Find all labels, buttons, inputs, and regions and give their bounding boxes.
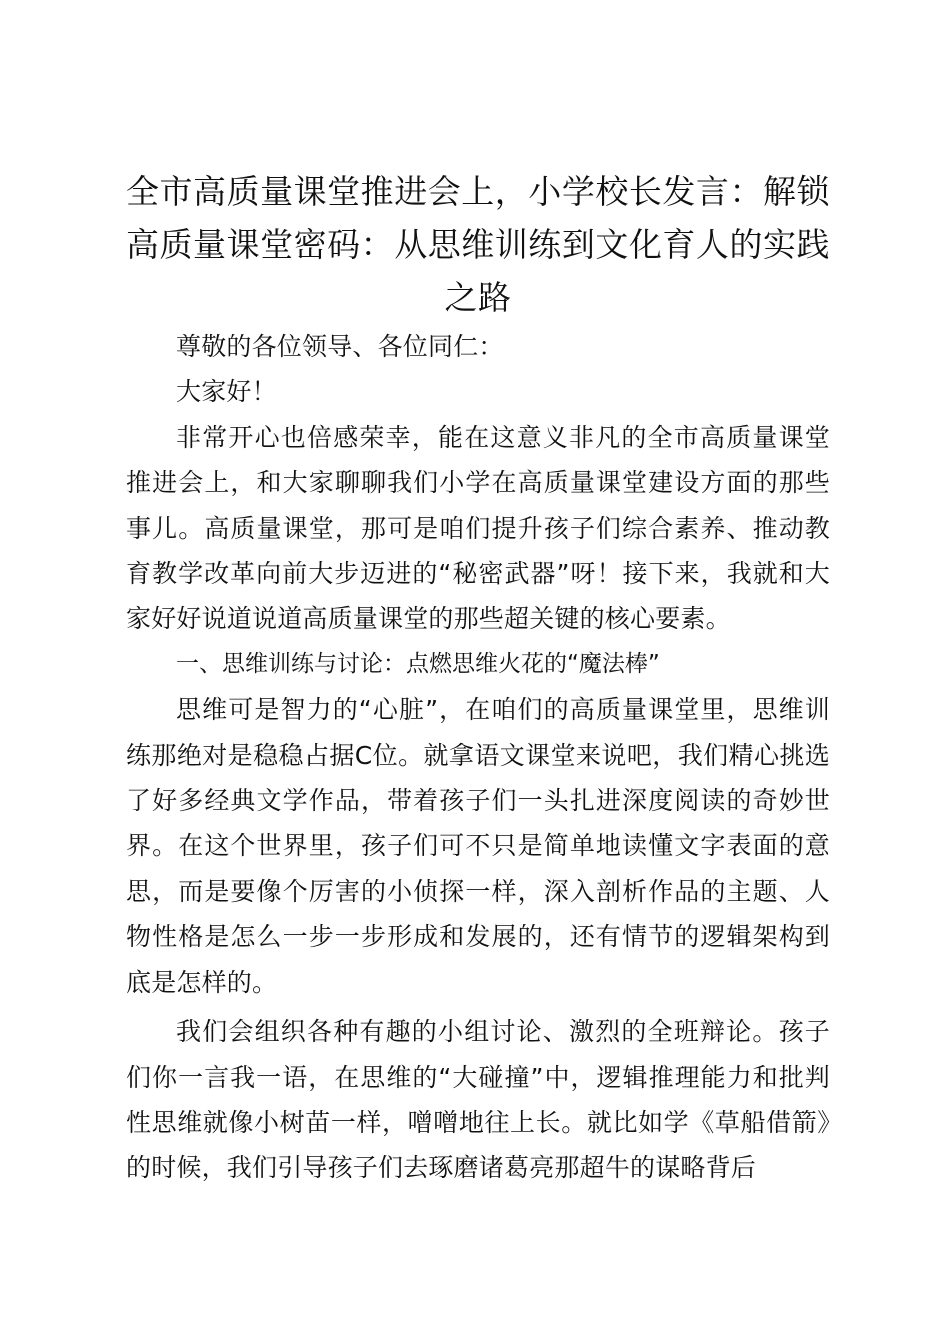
greeting-line: 尊敬的各位领导、各位同仁： xyxy=(176,332,504,361)
document-body xyxy=(126,165,830,1191)
section-1-paragraph-2: 我们会组织各种有趣的小组讨论、激烈的全班辩论。孩子们你一言我一语，在思维的“大碰撞”中，逻辑推理能力和批判性思维就像小树苗一样，噌噌地往上长。就比如学《草船借箭》的时候，我们引导孩子们去琢磨诸葛亮那超牛的谋略背后 xyxy=(126,1017,830,1183)
section-1-paragraph-1: 思维可是智力的“心脏”，在咱们的高质量课堂里，思维训练那绝对是稳稳占据C位。就拿语文课堂来说吧，我们精心挑选了好多经典文学作品，带着孩子们一头扎进深度阅读的奇妙世界。在这个世界里，孩子们可不只是简单地读懂文字表面的意思，而是要像个厉害的小侦探一样，深入剖析作品的主题、人物性格是怎么一步一步形成和发展的，还有情节的逻辑架构到底是怎样的。 xyxy=(126,695,830,997)
hello-line: 大家好！ xyxy=(176,377,277,407)
intro-paragraph: 非常开心也倍感荣幸，能在这意义非凡的全市高质量课堂推进会上，和大家聊聊我们小学在高质量课堂建设方面的那些事儿。高质量课堂，那可是咱们提升孩子们综合素养、推动教育教学改革向前大步迈进的“秘密武器”呀！接下来，我就和大家好好说道说道高质量课堂的那些超关键的核心要素。 xyxy=(126,422,830,634)
document-title: 全市高质量课堂推进会上，小学校长发言：解锁高质量课堂密码：从思维训练到文化育人的实践之路 xyxy=(126,172,830,317)
section-1-heading: 一、思维训练与讨论：点燃思维火花的“魔法棒” xyxy=(176,650,660,677)
